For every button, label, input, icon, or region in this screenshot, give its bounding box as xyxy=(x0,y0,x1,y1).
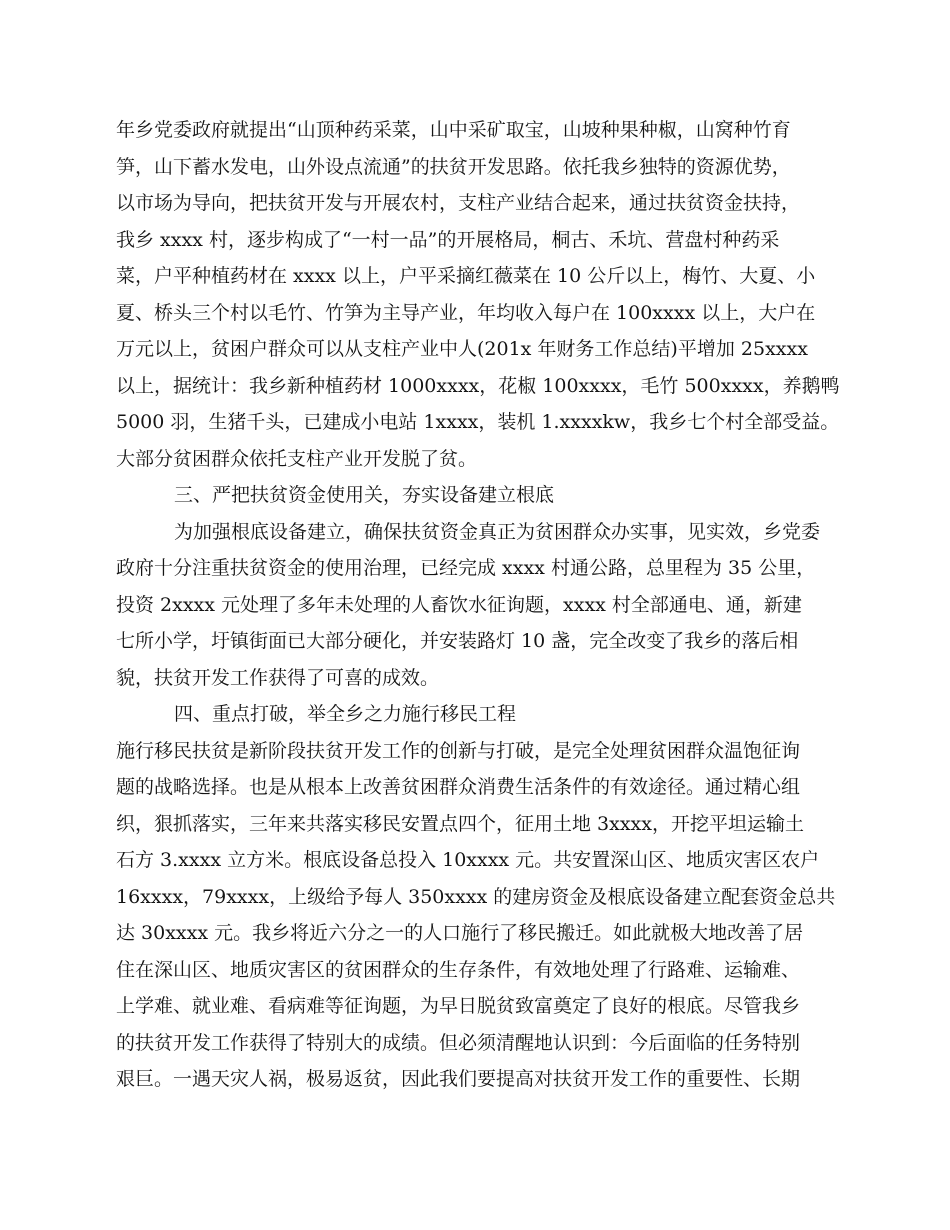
text-line: 为加强根底设备建立，确保扶贫资金真正为贫困群众办实事，见实效，乡党委 xyxy=(174,520,821,543)
text-line: 貌，扶贫开发工作获得了可喜的成效。 xyxy=(116,666,440,689)
document-body xyxy=(116,112,840,1098)
text-line: 七所小学，圩镇街面已大部分硬化，并安装路灯 10 盏，完全改变了我乡的落后相 xyxy=(116,630,799,652)
text-line: 我乡 xxxx 村，逐步构成了“一村一品”的开展格局，桐古、禾坑、营盘村种药采 xyxy=(116,228,780,251)
text-line: 题的战略选择。也是从根本上改善贫困群众消费生活条件的有效途径。通过精心组 xyxy=(116,776,801,798)
text-line: 夏、桥头三个村以毛竹、竹笋为主导产业，年均收入每户在 100xxxx 以上，大户在 xyxy=(116,301,816,324)
text-line: 住在深山区、地质灾害区的贫困群众的生存条件，有效地处理了行路难、运输难、 xyxy=(116,958,801,981)
text-line: 的扶贫开发工作获得了特别大的成绩。但必须清醒地认识到：今后面临的任务特别 xyxy=(116,1031,801,1054)
text-line: 织，狠抓落实，三年来共落实移民安置点四个，征用土地 3xxxx，开挖平坦运输土 xyxy=(116,812,804,835)
text-line: 16xxxx，79xxxx，上级给予每人 350xxxx 的建房资金及根底设备建立配套资金总共 xyxy=(116,885,836,908)
text-line: 投资 2xxxx 元处理了多年未处理的人畜饮水征询题，xxxx 村全部通电、通，新建 xyxy=(116,593,802,616)
text-line: 政府十分注重扶贫资金的使用治理，已经完成 xxxx 村通公路，总里程为 35 公里， xyxy=(116,557,816,579)
text-line: 以市场为导向，把扶贫开发与开展农村，支柱产业结合起来，通过扶贫资金扶持， xyxy=(116,192,801,214)
text-line: 5000 羽，生猪千头，已建成小电站 1xxxx，装机 1.xxxxkw，我乡七个村全部受益。 xyxy=(116,411,840,433)
text-line: 艰巨。一遇天灾人祸，极易返贫，因此我们要提高对扶贫开发工作的重要性、长期 xyxy=(116,1068,801,1090)
text-line: 菜，户平种植药材在 xxxx 以上，户平采摘红薇菜在 10 公斤以上，梅竹、大夏、小 xyxy=(116,265,816,287)
text-line: 笋，山下蓄水发电，山外设点流通”的扶贫开发思路。依托我乡独特的资源优势， xyxy=(116,155,791,178)
text-line: 石方 3.xxxx 立方米。根底设备总投入 10xxxx 元。共安置深山区、地质灾害区农户 xyxy=(116,849,820,871)
text-line: 施行移民扶贫是新阶段扶贫开发工作的创新与打破，是完全处理贫困群众温饱征询 xyxy=(116,739,801,762)
text-line: 年乡党委政府就提出“山顶种药采菜，山中采矿取宝，山坡种果种椒，山窝种竹育 xyxy=(116,119,791,141)
text-line: 达 30xxxx 元。我乡将近六分之一的人口施行了移民搬迁。如此就极大地改善了居 xyxy=(116,922,804,944)
section-heading-4: 四、重点打破，举全乡之力施行移民工程 xyxy=(174,703,517,725)
text-line: 大部分贫困群众依托支柱产业开发脱了贫。 xyxy=(116,447,478,470)
section-heading-3: 三、严把扶贫资金使用关，夯实设备建立根底 xyxy=(174,484,555,506)
text-line: 以上，据统计：我乡新种植药材 1000xxxx，花椒 100xxxx，毛竹 500xxxx，养鹅鸭 xyxy=(116,374,840,397)
text-line: 上学难、就业难、看病难等征询题，为早日脱贫致富奠定了良好的根底。尽管我乡 xyxy=(116,995,801,1017)
text-line: 万元以上，贫困户群众可以从支柱产业中人(201x 年财务工作总结)平增加 25xxxx xyxy=(116,338,808,360)
